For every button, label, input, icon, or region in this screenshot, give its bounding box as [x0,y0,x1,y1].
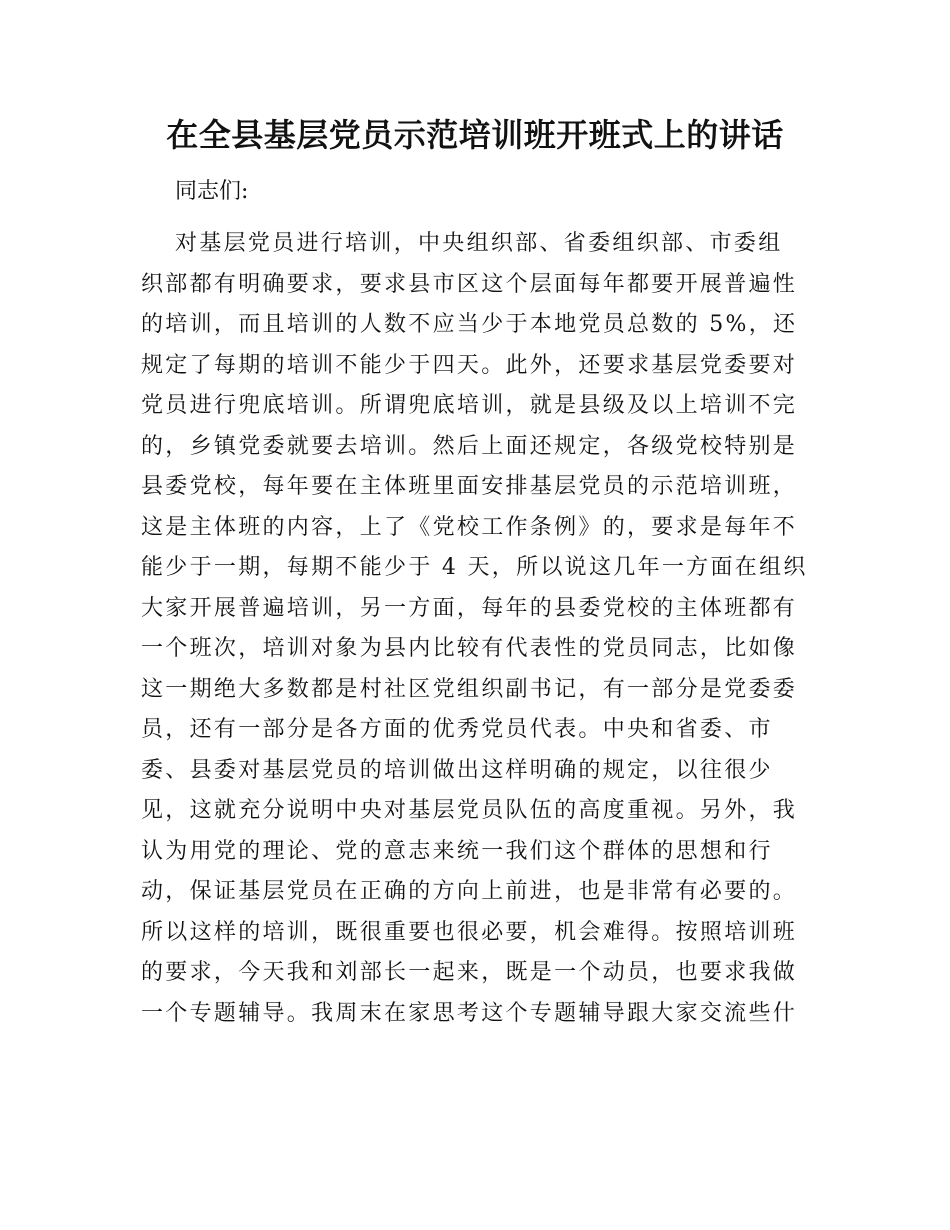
body-line: 这一期绝大多数都是村社区党组织副书记，有一部分是党委委 [141,676,798,702]
body-line: 员，还有一部分是各方面的优秀党员代表。中央和省委、市 [141,717,773,742]
body-line: 认为用党的理论、党的意志来统一我们这个群体的思想和行 [141,838,773,864]
body-line: 的要求，今天我和刘部长一起来，既是一个动员，也要求我做 [141,960,798,985]
body-line: 见，这就充分说明中央对基层党员队伍的高度重视。另外，我 [141,798,798,823]
body-line: 这是主体班的内容，上了《党校工作条例》的，要求是每年不 [141,514,798,540]
body-line: 一个专题辅导。我周末在家思考这个专题辅导跟大家交流些什 [141,1000,798,1026]
body-line: 的培训，而且培训的人数不应当少于本地党员总数的 5%，还 [141,312,798,337]
document-title: 在全县基层党员示范培训班开班式上的讲话 [166,116,784,154]
body-line: 委、县委对基层党员的培训做出这样明确的规定，以往很少 [141,757,773,783]
body-line: 的，乡镇党委就要去培训。然后上面还规定，各级党校特别是 [141,433,798,459]
body-line: 大家开展普遍培训，另一方面，每年的县委党校的主体班都有 [141,595,798,621]
body-line: 县委党校，每年要在主体班里面安排基层党员的示范培训班， [141,474,798,499]
body-line: 一个班次，培训对象为县内比较有代表性的党员同志，比如像 [141,636,798,661]
body-line: 对基层党员进行培训，中央组织部、省委组织部、市委组 [175,231,783,256]
body-line: 能少于一期，每期不能少于 4 天，所以说这几年一方面在组织 [141,555,808,580]
body-line: 规定了每期的培训不能少于四天。此外，还要求基层党委要对 [141,352,798,378]
speech-body [141,224,821,1034]
salutation: 同志们: [175,179,249,204]
body-line: 织部都有明确要求，要求县市区这个层面每年都要开展普遍性 [141,271,798,297]
body-line: 党员进行兜底培训。所谓兜底培训，就是县级及以上培训不完 [141,393,798,418]
body-line: 所以这样的培训，既很重要也很必要，机会难得。按照培训班 [141,919,798,945]
body-line: 动，保证基层党员在正确的方向上前进，也是非常有必要的。 [141,879,798,904]
